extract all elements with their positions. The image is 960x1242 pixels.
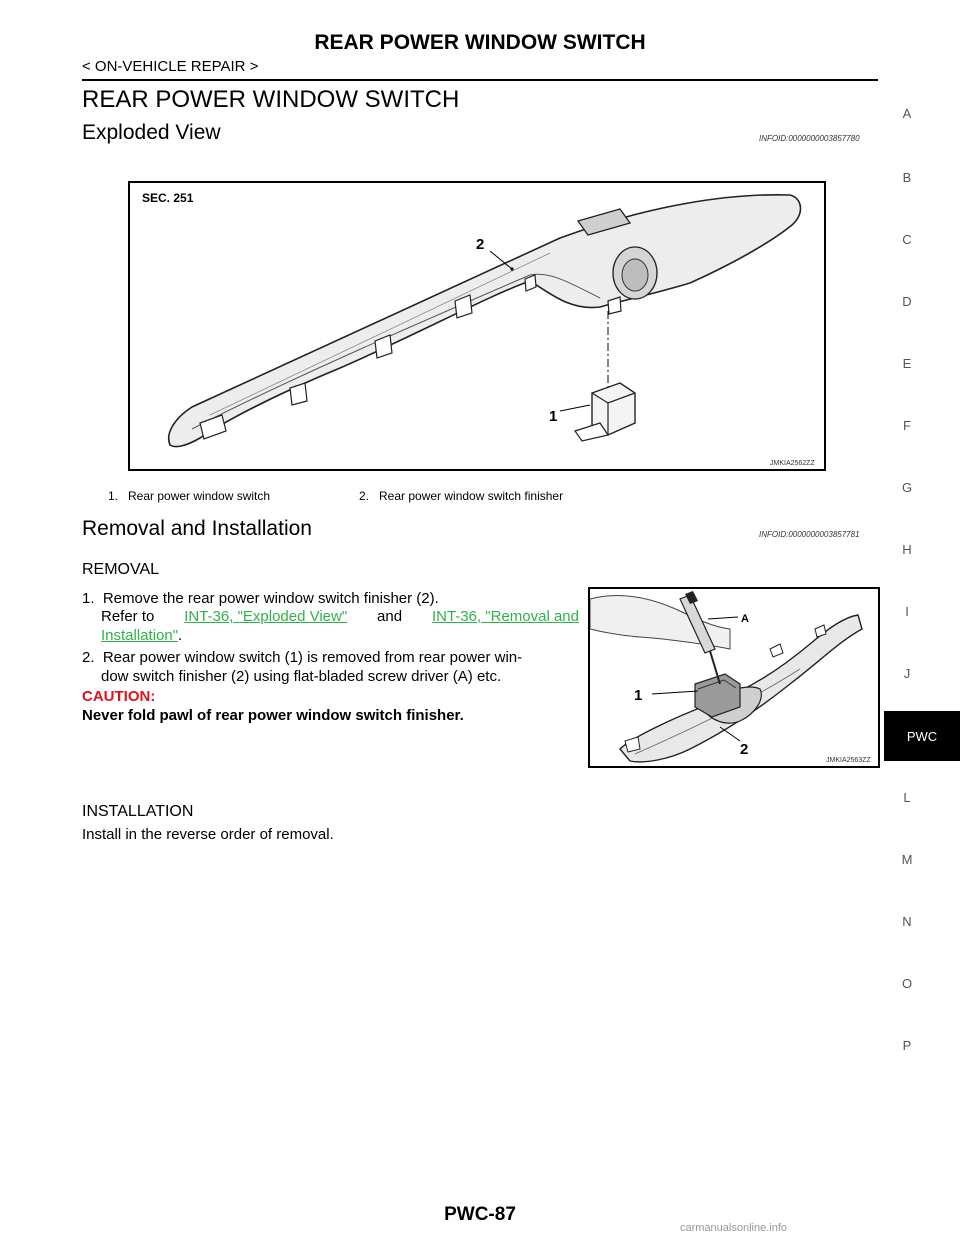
- step-1-line-1: 1. Remove the rear power window switch finisher (2).: [82, 590, 439, 607]
- exploded-view-heading: Exploded View: [82, 121, 221, 144]
- installation-text: Install in the reverse order of removal.: [82, 826, 334, 843]
- sidebar-letter-f[interactable]: F: [903, 418, 911, 433]
- header-divider: [82, 79, 878, 81]
- step-1-and: and: [377, 608, 403, 625]
- installation-title: INSTALLATION: [82, 803, 194, 820]
- sidebar-letter-d[interactable]: D: [902, 294, 912, 309]
- removal-installation-infoid: INFOID:0000000003857781: [759, 530, 860, 539]
- sidebar-letter-e[interactable]: E: [902, 356, 912, 371]
- header-subtitle: < ON-VEHICLE REPAIR >: [82, 58, 259, 75]
- main-heading: REAR POWER WINDOW SWITCH: [82, 86, 460, 113]
- sidebar-letter-h[interactable]: H: [902, 542, 912, 557]
- step-1-line-3: [101, 626, 182, 645]
- sidebar-tab-pwc[interactable]: PWC: [884, 711, 960, 761]
- sidebar-letter-p[interactable]: P: [902, 1038, 912, 1053]
- exploded-view-figure: [128, 181, 826, 471]
- figure-code: JMKIA2562ZZ: [770, 460, 815, 467]
- step-2-line-1: 2. Rear power window switch (1) is removed from rear power win-: [82, 649, 523, 666]
- exploded-view-illustration: [130, 183, 824, 469]
- sidebar-letter-n[interactable]: N: [902, 914, 912, 929]
- callout-2: 2: [740, 741, 749, 758]
- callout-2: 2: [476, 236, 485, 253]
- caution-title: CAUTION:: [82, 688, 156, 705]
- page-number: PWC-87: [444, 1204, 516, 1225]
- legend-item-2: 2. Rear power window switch finisher: [359, 489, 564, 503]
- watermark: carmanualsonline.info: [680, 1222, 788, 1234]
- sidebar-letter-j[interactable]: J: [903, 666, 911, 681]
- sidebar-letter-b[interactable]: B: [902, 170, 912, 185]
- figure-code: JMKIA2563ZZ: [826, 757, 871, 764]
- exploded-view-infoid: INFOID:0000000003857780: [759, 134, 860, 143]
- removal-figure: [588, 587, 880, 768]
- sec-label: SEC. 251: [142, 191, 194, 205]
- sidebar-letter-m[interactable]: M: [901, 852, 913, 867]
- removal-title: REMOVAL: [82, 561, 160, 578]
- step-1-refer: Refer to: [101, 608, 155, 625]
- step-2-line-2: dow switch finisher (2) using flat-bladed screw driver (A) etc.: [101, 668, 502, 685]
- callout-1: 1: [634, 687, 643, 704]
- sidebar-letter-o[interactable]: O: [901, 976, 913, 991]
- step-1-end: .: [178, 627, 183, 644]
- legend-item-1: 1. Rear power window switch: [108, 489, 271, 503]
- step-1-refer-line: [101, 607, 579, 626]
- header-title: REAR POWER WINDOW SWITCH: [314, 31, 646, 54]
- callout-1: 1: [549, 408, 558, 425]
- callout-a: A: [741, 613, 749, 625]
- caution-text: Never fold pawl of rear power window switch finisher.: [82, 707, 464, 724]
- removal-installation-heading: Removal and Installation: [82, 517, 312, 540]
- sidebar-letter-i[interactable]: I: [905, 604, 909, 619]
- removal-illustration: [590, 589, 878, 766]
- sidebar-letter-g[interactable]: G: [901, 480, 913, 495]
- link-int-36-removal-installation-cont[interactable]: Installation": [101, 627, 179, 644]
- sidebar-letter-c[interactable]: C: [902, 232, 912, 247]
- link-int-36-exploded-view[interactable]: INT-36, "Exploded View": [184, 608, 348, 625]
- sidebar-letter-l[interactable]: L: [903, 790, 911, 805]
- link-int-36-removal-installation[interactable]: INT-36, "Removal and: [431, 608, 579, 625]
- sidebar-letter-a[interactable]: A: [902, 106, 912, 121]
